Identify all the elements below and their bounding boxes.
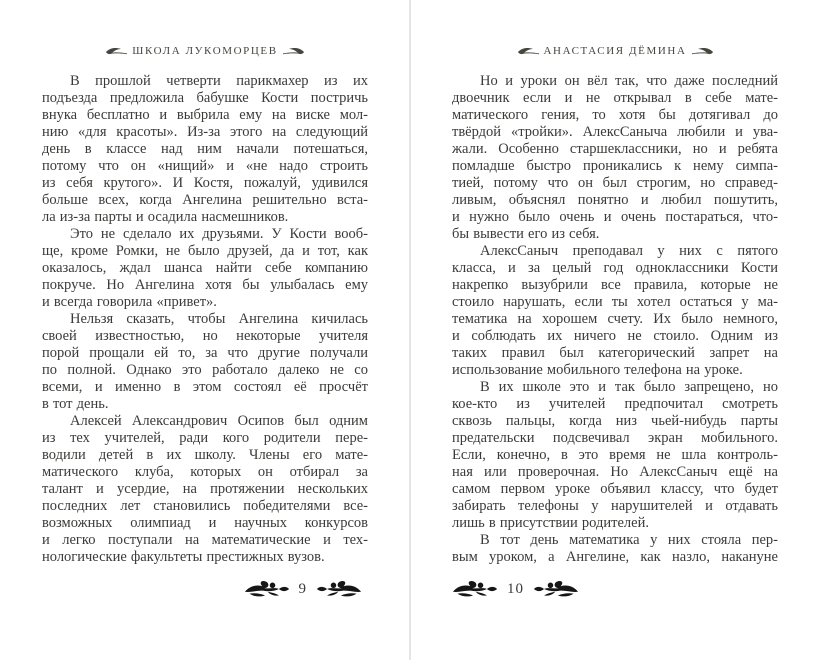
text-line: подъезда предложила бабушке Кости постричь: [42, 90, 368, 106]
header-flourish-icon: [106, 47, 128, 56]
text-line: предательски подсвечивал экран мобильного.: [452, 430, 778, 446]
text-line: таких правил был категорический запрет на: [452, 345, 778, 361]
text-line: бы вывести его из себя.: [452, 226, 600, 242]
text-line: помладше быстро проникались к нему симпа-: [452, 158, 778, 174]
text-line: Но и уроки он вёл так, что даже последний: [480, 73, 778, 89]
page-left: [42, 0, 368, 660]
header-flourish-icon: [282, 47, 304, 56]
text-line: тией, потому что он был строгим, но справед-: [452, 175, 778, 191]
text-line: последних лет становились победителями все-: [42, 498, 368, 514]
text-line: нию «для красоты». Из-за этого на следующий: [42, 124, 368, 140]
paragraph: [42, 73, 368, 226]
text-line: ла из-за парты и осадила насмешников.: [42, 209, 289, 225]
text-line: сквозь пальцы, когда низ чьей-нибудь парты: [452, 413, 778, 429]
text-line: потому что он «нищий» и «не надо строить: [42, 158, 368, 174]
running-author: АНАСТАСИЯ ДЁМИНА: [543, 45, 687, 57]
text-line: в тот день.: [42, 396, 109, 412]
text-line: двоечник если и не открывал в себе мате-: [452, 90, 778, 106]
text-line: АлексСаныч преподавал у них с пятого: [480, 243, 778, 259]
text-line: внука бесплатно и выбрила ему на виске мол-: [42, 107, 368, 123]
text-line: класса, и за целый год одноклассники Кости: [452, 260, 778, 276]
page-footer-right: [452, 576, 778, 602]
text-line: использование мобильного телефона на уроке.: [452, 362, 743, 378]
page-header-left: [42, 45, 368, 57]
text-line: Если, конечно, в это время не шла контроль-: [452, 447, 778, 463]
text-line: больше всех, когда Ангелина решительно вста-: [42, 192, 368, 208]
text-line: накрепко вызубрили все правила, которые не: [452, 277, 778, 293]
text-line: Алексей Александрович Осипов был одним: [70, 413, 368, 429]
text-line: день в классе над ним начали потешаться,: [42, 141, 368, 157]
paragraph: [452, 379, 778, 532]
paragraph: [42, 413, 368, 566]
paragraph: [452, 243, 778, 379]
page-footer-left: [42, 576, 368, 602]
footer-ornament-icon: [244, 579, 290, 599]
text-line: ще, кроме Ромки, не было друзей, да и тот, как: [42, 243, 368, 259]
text-line: самом первом уроке объявил классу, что будет: [452, 481, 778, 497]
text-line: лишь в присутствии родителей.: [452, 515, 649, 531]
text-line: своей известностью, но некоторые учителя: [42, 328, 368, 344]
page-header-right: [452, 45, 778, 57]
text-line: всеми, и именно в этом состоял её просчёт: [42, 379, 368, 395]
text-line: из тех учителей, ради кого родители пере-: [42, 430, 368, 446]
text-line: стоило нарушать, если ты хотел остаться у ма-: [452, 294, 778, 310]
text-line: вым уроком, а Ангелине, как назло, накануне: [452, 549, 778, 565]
footer-ornament-icon: [316, 579, 362, 599]
text-line: твёрдой «тройки». АлексСаныча любили и ува-: [452, 124, 778, 140]
spine-divider: [409, 0, 411, 660]
text-line: матического гения, то хотя бы дотягивал до: [452, 107, 778, 123]
paragraph: [452, 532, 778, 566]
text-line: кое-кто из учителей предпочитал смотреть: [452, 396, 778, 412]
text-line: и легко поступали на математические и тех-: [42, 532, 368, 548]
text-line: В прошлой четверти парикмахер из их: [70, 73, 368, 89]
text-line: покруче. Но Ангелина хотя бы улыбалась ему: [42, 277, 368, 293]
text-line: ная или проверочная. Но АлексСаныч ещё на: [452, 464, 778, 480]
text-line: Это не сделало их друзьями. У Кости вооб-: [70, 226, 368, 242]
footer-ornament-icon: [452, 579, 498, 599]
text-line: и всегда говорила «привет».: [42, 294, 217, 310]
paragraph: [42, 226, 368, 311]
text-line: талант и усердие, на протяжении нескольких: [42, 481, 368, 497]
text-line: В тот день математика у них стояла пер-: [480, 532, 778, 548]
text-line: жали. Особенно старшеклассники, но и ребята: [452, 141, 778, 157]
text-line: нологические факультеты престижных вузов.: [42, 549, 325, 565]
text-line: ливым, объяснял понятно и любил пошутить,: [452, 192, 778, 208]
text-line: оказалось, ждал шанса найти себе компанию: [42, 260, 368, 276]
text-line: водили детей в их школу. Члены его мате-: [42, 447, 368, 463]
paragraph: [42, 311, 368, 413]
text-line: тематика на хорошем счету. Их было немного,: [452, 311, 778, 327]
page-body-left: [42, 73, 368, 566]
text-line: возможных олимпиад и научных конкурсов: [42, 515, 368, 531]
page-body-right: [452, 73, 778, 566]
page-number: 9: [298, 580, 307, 597]
text-line: и нужно было очень и очень постараться, что-: [452, 209, 778, 225]
page-number: 10: [507, 580, 524, 597]
text-line: и соблюдать их ничего не стоило. Одним из: [452, 328, 778, 344]
text-line: порой прощали ей то, за что другие получали: [42, 345, 368, 361]
header-flourish-icon: [691, 47, 713, 56]
text-line: из себя крутого». И Костя, пожалуй, удивился: [42, 175, 368, 191]
paragraph: [452, 73, 778, 243]
text-line: матического клуба, которых он отбирал за: [42, 464, 368, 480]
text-line: Нельзя сказать, чтобы Ангелина кичилась: [70, 311, 368, 327]
running-title: ШКОЛА ЛУКОМОРЦЕВ: [132, 45, 278, 57]
footer-ornament-icon: [533, 579, 579, 599]
text-line: по полной. Однако это работало далеко не со: [42, 362, 368, 378]
header-flourish-icon: [518, 47, 540, 56]
page-right: [452, 0, 778, 660]
text-line: В их школе это и так было запрещено, но: [480, 379, 778, 395]
text-line: забирать телефоны у нарушителей и отдавать: [452, 498, 778, 514]
